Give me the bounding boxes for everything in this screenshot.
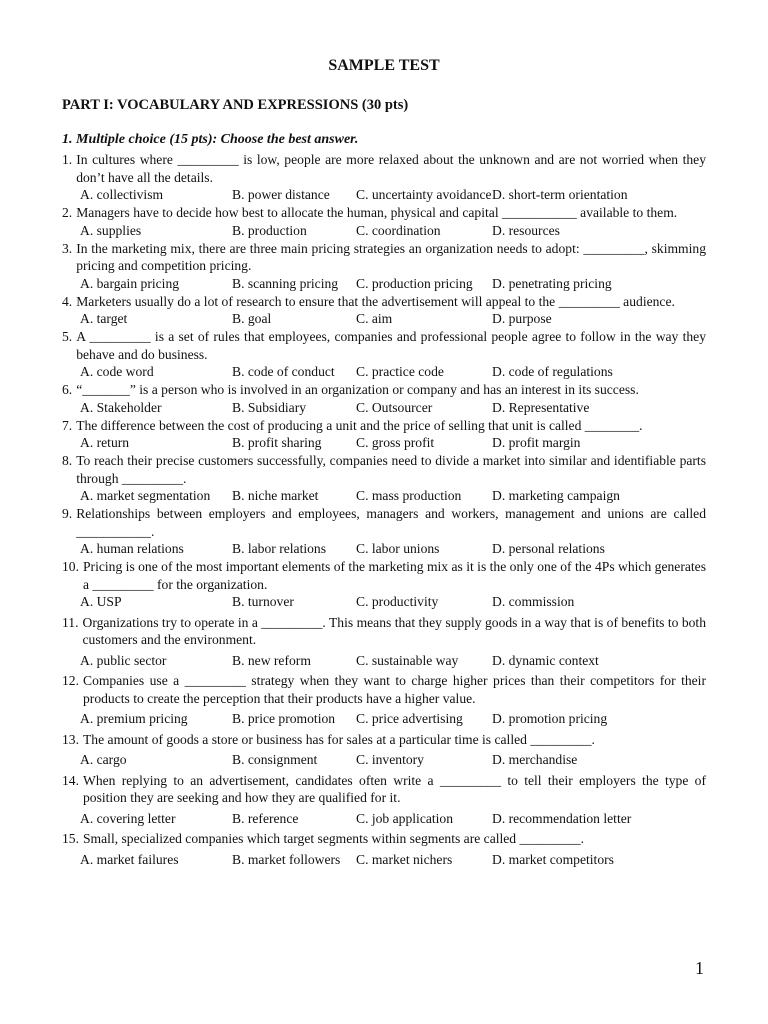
answer-option: B. goal (232, 311, 272, 326)
answer-option: D. code of regulations (492, 364, 613, 379)
question-stem (62, 731, 706, 749)
question-number: 15. (62, 831, 79, 846)
answer-option: A. USP (80, 594, 122, 609)
question-item (62, 452, 706, 505)
question-stem (62, 417, 706, 435)
answer-option: A. collectivism (80, 187, 164, 202)
question-text: Organizations try to operate in a _________. This means that they supply goods in a way that is of benefits to both customers and the environment. (82, 614, 706, 647)
question-number: 1. (62, 152, 73, 167)
answer-option: B. code of conduct (232, 364, 335, 379)
answer-option: C. inventory (356, 752, 424, 767)
answer-options (62, 593, 706, 611)
answer-option: B. price promotion (232, 711, 336, 726)
answer-option: B. profit sharing (232, 435, 322, 450)
answer-option: B. power distance (232, 187, 330, 202)
question-stem (62, 772, 706, 807)
answer-option: D. personal relations (492, 541, 605, 556)
answer-options (62, 186, 706, 204)
question-text: Marketers usually do a lot of research to ensure that the advertisement will appeal to the _________ audience. (76, 293, 675, 309)
page-number: 1 (695, 958, 704, 978)
answer-options (62, 275, 706, 293)
question-stem (62, 151, 706, 186)
question-number: 8. (62, 453, 73, 468)
question-stem (62, 614, 706, 649)
question-item (62, 830, 706, 868)
answer-option: B. Subsidiary (232, 399, 307, 415)
answer-option: B. market followers (232, 851, 341, 867)
answer-option: D. promotion pricing (492, 711, 608, 726)
answer-option: A. return (80, 435, 130, 450)
question-text: A _________ is a set of rules that employees, companies and professional people agree to follow in the way they behave and do business. (76, 329, 706, 362)
answer-option: B. niche market (232, 488, 319, 503)
answer-option: C. practice code (356, 364, 444, 379)
question-item (62, 772, 706, 828)
answer-option: A. premium pricing (80, 711, 188, 726)
answer-options (62, 222, 706, 240)
question-number: 10. (62, 559, 79, 574)
question-number: 9. (62, 506, 73, 521)
question-text: Managers have to decide how best to allocate the human, physical and capital ___________ available to them. (76, 205, 678, 220)
answer-option: C. aim (356, 311, 393, 326)
question-stem (62, 240, 706, 275)
question-text: Pricing is one of the most important elements of the marketing mix as it is the only one of the 4Ps which generates a _________ for the organization. (83, 559, 706, 592)
question-stem (62, 293, 706, 311)
answer-option: D. profit margin (492, 435, 581, 450)
answer-option: C. sustainable way (356, 652, 459, 668)
question-stem (62, 558, 706, 593)
question-number: 4. (62, 293, 73, 309)
answer-option: A. cargo (80, 752, 127, 767)
answer-option: A. Stakeholder (80, 399, 162, 415)
question-item (62, 417, 706, 452)
answer-option: D. merchandise (492, 752, 578, 767)
answer-options (62, 652, 706, 670)
answer-option: D. commission (492, 594, 575, 609)
question-number: 2. (62, 205, 73, 220)
part-heading: PART I: VOCABULARY AND EXPRESSIONS (30 pts) (62, 97, 409, 113)
answer-option: A. covering letter (80, 810, 176, 826)
answer-option: C. gross profit (356, 435, 435, 450)
answer-option: B. labor relations (232, 541, 327, 556)
page-title: SAMPLE TEST (328, 57, 440, 74)
answer-option: A. supplies (80, 222, 142, 238)
question-stem (62, 672, 706, 707)
question-text: In the marketing mix, there are three main pricing strategies an organization needs to adopt: _________, skimming pricing and competition pricing. (76, 240, 706, 273)
question-item (62, 240, 706, 293)
answer-option: D. market competitors (492, 851, 614, 867)
answer-options (62, 810, 706, 828)
answer-options (62, 540, 706, 558)
question-text: “_______” is a person who is involved in an organization or company and has an interest in its success. (76, 382, 639, 397)
question-text: When replying to an advertisement, candidates often write a _________ to tell their employers the type of position they are seeking and how they are qualified for it. (83, 772, 706, 805)
answer-option: C. mass production (356, 488, 462, 503)
question-number: 6. (62, 382, 73, 397)
answer-option: D. penetrating pricing (492, 275, 612, 291)
question-number: 13. (62, 731, 79, 747)
question-item (62, 328, 706, 381)
answer-options (62, 751, 706, 769)
answer-option: B. reference (232, 810, 299, 826)
section-heading: 1. Multiple choice (15 pts): Choose the best answer. (62, 132, 359, 147)
question-item (62, 672, 706, 728)
answer-options (62, 399, 706, 417)
question-number: 12. (62, 673, 79, 688)
answer-option: C. productivity (356, 594, 439, 609)
question-text: The amount of goods a store or business has for sales at a particular time is called _________. (83, 731, 595, 747)
answer-option: A. market failures (80, 851, 179, 867)
answer-options (62, 310, 706, 328)
answer-option: A. bargain pricing (80, 275, 180, 291)
answer-option: B. consignment (232, 752, 318, 767)
question-stem (62, 204, 706, 222)
question-number: 3. (62, 240, 73, 256)
answer-option: B. new reform (232, 652, 311, 668)
answer-option: D. Representative (492, 399, 590, 415)
question-item (62, 381, 706, 416)
answer-option: C. labor unions (356, 541, 440, 556)
answer-option: A. code word (80, 364, 154, 379)
answer-option: D. purpose (492, 311, 552, 326)
question-stem (62, 830, 706, 848)
answer-options (62, 363, 706, 381)
answer-option: C. job application (356, 810, 454, 826)
answer-option: B. production (232, 222, 307, 238)
answer-options (62, 710, 706, 728)
answer-option: C. production pricing (356, 275, 473, 291)
answer-option: D. marketing campaign (492, 488, 620, 503)
answer-options (62, 434, 706, 452)
question-text: Relationships between employers and employees, managers and workers, management and unions are called ___________. (76, 506, 706, 539)
answer-option: A. human relations (80, 541, 184, 556)
answer-option: C. coordination (356, 222, 441, 238)
question-text: The difference between the cost of producing a unit and the price of selling that unit is called ________. (76, 417, 643, 433)
answer-option: B. turnover (232, 594, 294, 609)
answer-options (62, 851, 706, 869)
question-stem (62, 381, 706, 399)
question-item (62, 558, 706, 611)
question-number: 11. (62, 614, 79, 630)
answer-option: D. short-term orientation (492, 187, 628, 202)
question-number: 7. (62, 417, 73, 433)
answer-option: C. market nichers (356, 851, 453, 867)
answer-option: D. dynamic context (492, 652, 599, 668)
question-item (62, 505, 706, 558)
question-text: To reach their precise customers successfully, companies need to divide a market into similar and identifiable parts through _________. (76, 453, 706, 486)
answer-option: A. target (80, 311, 128, 326)
question-list (62, 151, 706, 869)
answer-options (62, 487, 706, 505)
question-stem (62, 505, 706, 540)
answer-option: D. resources (492, 222, 560, 238)
answer-option: A. market segmentation (80, 488, 211, 503)
answer-option: C. price advertising (356, 711, 463, 726)
question-item (62, 731, 706, 769)
question-stem (62, 328, 706, 363)
answer-option: A. public sector (80, 652, 167, 668)
question-text: In cultures where _________ is low, people are more relaxed about the unknown and are not worried when they don’t have all the details. (76, 152, 706, 185)
question-stem (62, 452, 706, 487)
answer-option: C. uncertainty avoidance (356, 187, 492, 202)
answer-option: B. scanning pricing (232, 275, 339, 291)
question-item (62, 151, 706, 204)
answer-option: D. recommendation letter (492, 810, 632, 826)
question-item (62, 204, 706, 239)
question-text: Small, specialized companies which target segments within segments are called _________. (83, 831, 585, 846)
question-item (62, 614, 706, 670)
question-item (62, 293, 706, 328)
question-number: 5. (62, 329, 73, 344)
question-text: Companies use a _________ strategy when they want to charge higher prices than their competitors for their products to create the perception that their products have a higher value. (83, 673, 706, 706)
answer-option: C. Outsourcer (356, 399, 433, 415)
question-number: 14. (62, 772, 79, 788)
